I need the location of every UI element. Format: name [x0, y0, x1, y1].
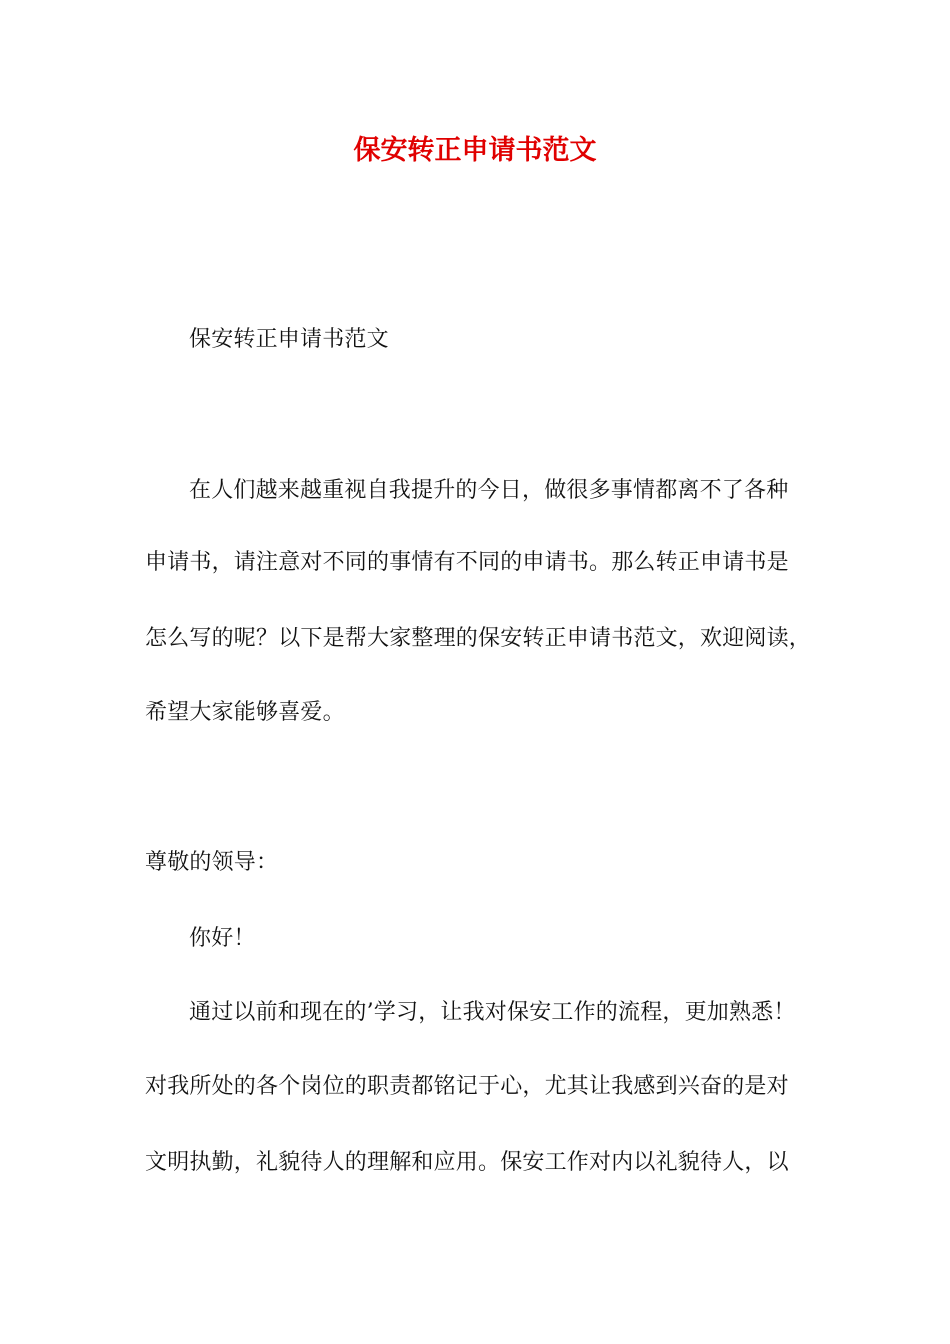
- intro-line-2: 申请书，请注意对不同的事情有不同的申请书。那么转正申请书是: [145, 550, 789, 575]
- greeting: 你好！: [189, 926, 256, 951]
- intro-line-3: 怎么写的呢？以下是帮大家整理的保安转正申请书范文，欢迎阅读，: [145, 626, 812, 651]
- document-title: 保安转正申请书范文: [353, 135, 597, 166]
- body-line-2: 对我所处的各个岗位的职责都铭记于心，尤其让我感到兴奋的是对: [145, 1074, 789, 1099]
- document-subtitle: 保安转正申请书范文: [189, 327, 389, 352]
- intro-line-1: 在人们越来越重视自我提升的今日，做很多事情都离不了各种: [189, 478, 789, 503]
- body-line-1: 通过以前和现在的’学习，让我对保安工作的流程，更加熟悉！: [189, 1000, 796, 1025]
- body-line-3: 文明执勤，礼貌待人的理解和应用。保安工作对内以礼貌待人，以: [145, 1150, 789, 1175]
- salutation: 尊敬的领导：: [145, 850, 279, 875]
- intro-line-4: 希望大家能够喜爱。: [145, 700, 345, 725]
